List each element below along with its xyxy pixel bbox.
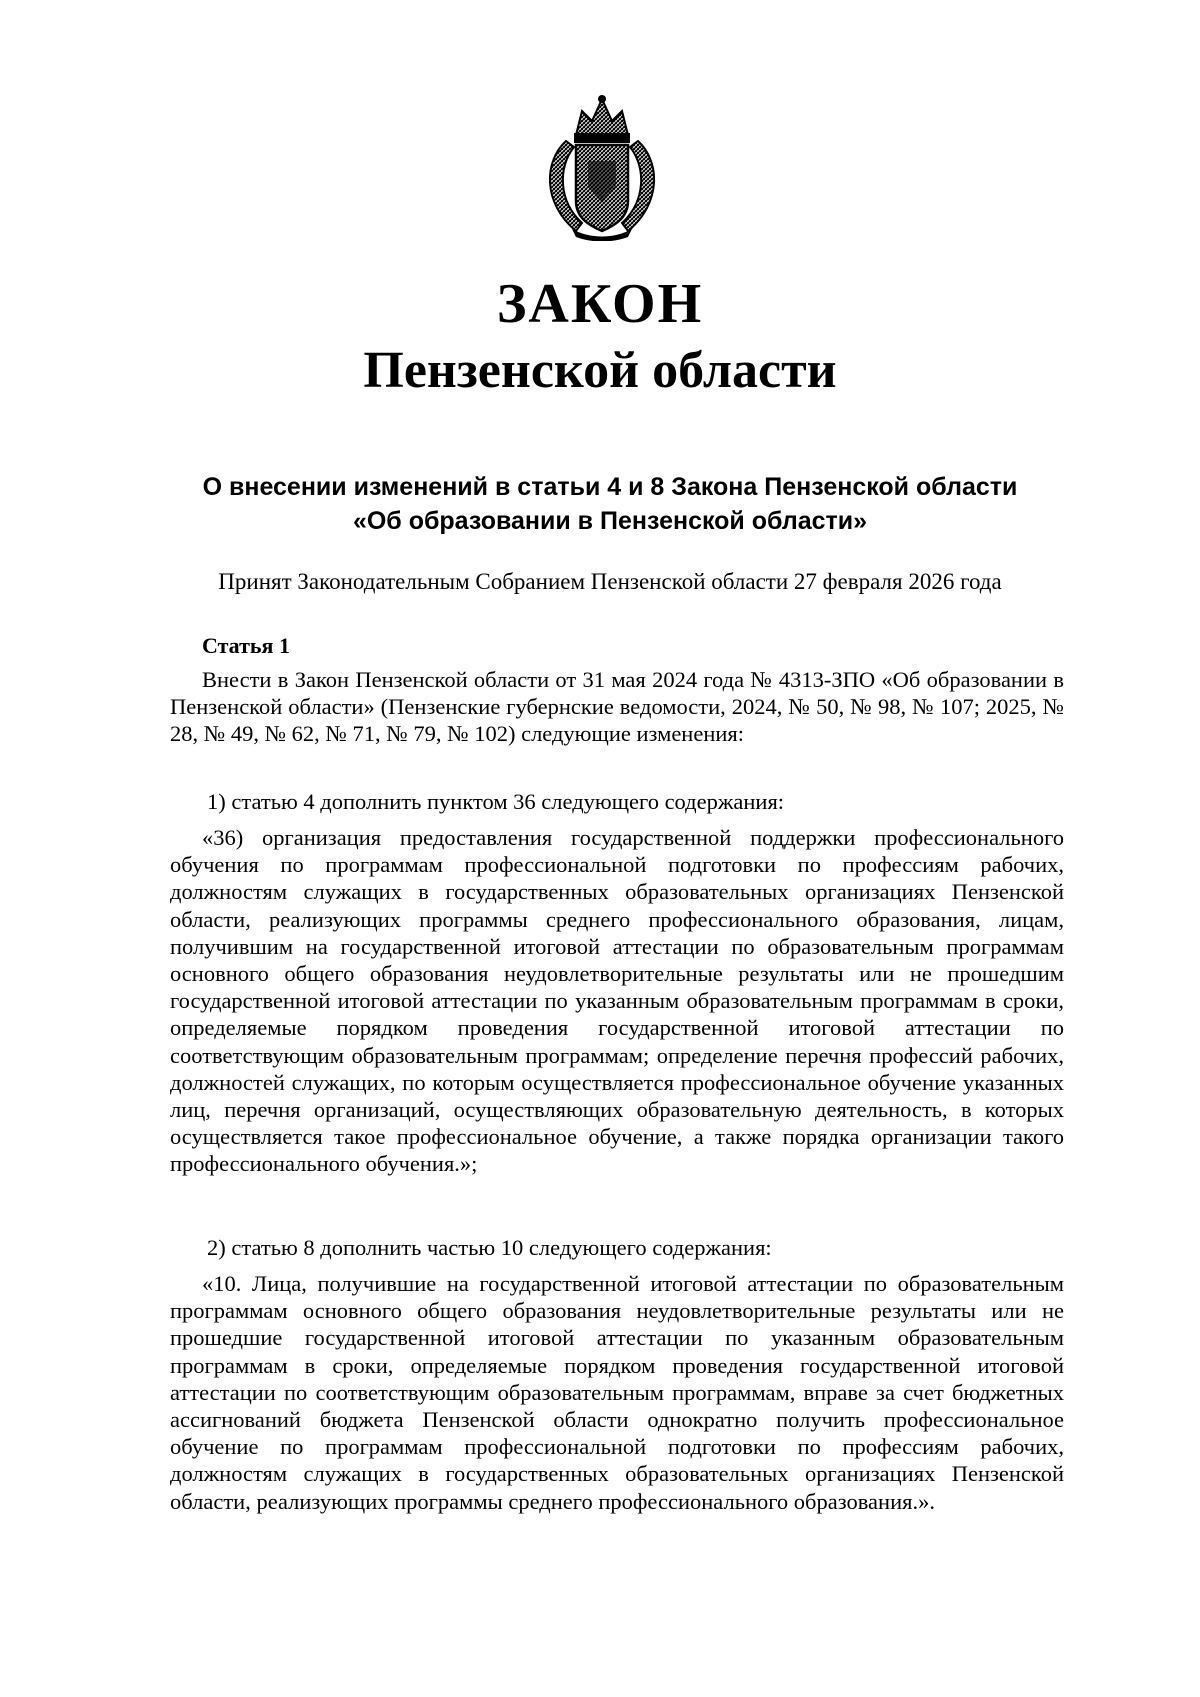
law-subject: О внесении изменений в статьи 4 и 8 Закона Пензенской области «Об образовании в Пензенской области»: [202, 473, 1018, 535]
article-intro-text: Внести в Закон Пензенской области от 31 мая 2024 года № 4313-ЗПО «Об образовании в Пензенской области» (Пензенские губернские ведомости, 2024, № 50, № 98, № 107; 2025, № 28, № 49, № 62, № 71, № 79, № 102) следующие изменения:: [170, 667, 1064, 747]
law-title: ЗАКОН: [496, 273, 704, 335]
adoption-note: Принят Законодательным Собранием Пензенской области 27 февраля 2026 года: [218, 569, 1002, 594]
amendment-quote-1: [170, 824, 1064, 1178]
amendment-item-2: [207, 1234, 1067, 1261]
amendment-quote-2-text: «10. Лица, получившие на государственной итоговой аттестации по образовательным программам основного общего образования неудовлетворительные результаты или не прошедшие государственной итоговой аттестации по указанным образовательным программам в сроки, определяемые порядком проведения государственной итоговой аттестации по соответствующим образовательным программам, вправе за счет бюджетных ассигнований бюджета Пензенской области однократно получить профессиональное обучение по программам профессиональной подготовки по профессиям рабочих, должностям служащих в государственных образовательных организациях Пензенской области, реализующих программы среднего профессионального образования.».: [170, 1271, 1064, 1514]
amendment-quote-2: [170, 1270, 1064, 1515]
amendment-item-2-text: 2) статью 8 дополнить частью 10 следующего содержания:: [207, 1235, 772, 1260]
penza-coat-of-arms-icon: [536, 91, 668, 241]
law-region: Пензенской области: [363, 342, 837, 399]
amendment-quote-1-text: «36) организация предоставления государственной поддержки профессионального обучения по программам профессиональной подготовки по профессиям рабочих, должностям служащих в государственных образовательных организациях Пензенской области, реализующих программы среднего профессионального образования, лицам, получившим на государственной итоговой аттестации по образовательным программам основного общего образования неудовлетворительные результаты или не прошедшим государственной итоговой аттестации по указанным образовательным программам в сроки, определяемые порядком проведения государственной итоговой аттестации по соответствующим образовательным программам; определение перечня профессий рабочих, должностей служащих, по которым осуществляется профессиональное обучение указанных лиц, перечня организаций, осуществляющих образовательную деятельность, в которых осуществляется такое профессиональное обучение, а также порядка организации такого профессионального обучения.»;: [170, 825, 1064, 1177]
amendment-item-1-text: 1) статью 4 дополнить пунктом 36 следующего содержания:: [207, 789, 785, 814]
amendment-item-1: [207, 788, 1067, 815]
article-heading: Статья 1: [202, 633, 290, 658]
article-intro-paragraph: [170, 666, 1064, 748]
